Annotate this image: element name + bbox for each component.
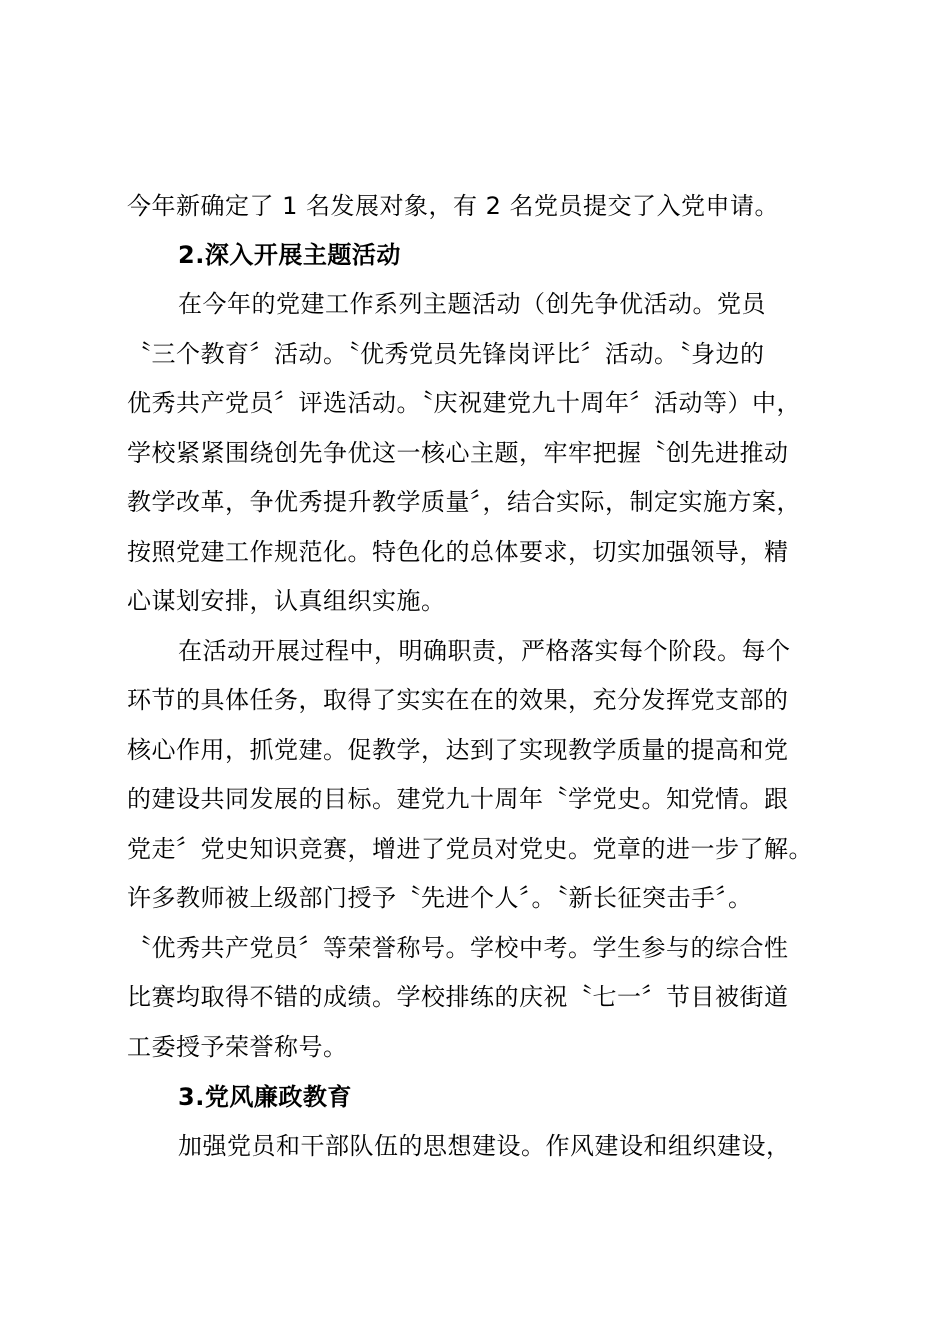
paragraph-line: 〝优秀共产党员〞等荣誉称号。学校中考。学生参与的综合性	[127, 934, 789, 962]
paragraph-line: 工委授予荣誉称号。	[127, 1033, 348, 1061]
paragraph-line: 核心作用，抓党建。促教学，达到了实现教学质量的提高和党	[127, 736, 789, 764]
paragraph-line: 在今年的党建工作系列主题活动（创先争优活动。党员	[178, 290, 766, 318]
paragraph-line: 学校紧紧围绕创先争优这一核心主题，牢牢把握〝创先进推动	[127, 439, 789, 467]
section-heading-3: 3.党风廉政教育	[178, 1083, 352, 1111]
paragraph-line: 环节的具体任务，取得了实实在在的效果，充分发挥党支部的	[127, 686, 789, 714]
paragraph-line: 许多教师被上级部门授予〝先进个人〞。〝新长征突击手〞。	[127, 884, 753, 912]
section-heading-2: 2.深入开展主题活动	[178, 241, 401, 269]
paragraph-line: 在活动开展过程中，明确职责，严格落实每个阶段。每个	[178, 637, 791, 665]
paragraph-line: 教学改革，争优秀提升教学质量〞，结合实际，制定实施方案，	[127, 488, 801, 516]
paragraph-line: 加强党员和干部队伍的思想建设。作风建设和组织建设，	[178, 1132, 791, 1160]
paragraph-line: 心谋划安排，认真组织实施。	[127, 587, 446, 615]
paragraph-line: 〝三个教育〞活动。〝优秀党员先锋岗评比〞活动。〝身边的	[127, 340, 765, 368]
paragraph-line: 按照党建工作规范化。特色化的总体要求，切实加强领导，精	[127, 538, 789, 566]
paragraph-line: 今年新确定了 1 名发展对象，有 2 名党员提交了入党申请。	[127, 192, 780, 220]
paragraph-line: 的建设共同发展的目标。建党九十周年〝学党史。知党情。跟	[127, 785, 789, 813]
paragraph-line: 比赛均取得不错的成绩。学校排练的庆祝〝七一〞节目被街道	[127, 983, 789, 1011]
paragraph-line: 党走〞党史知识竞赛，增进了党员对党史。党章的进一步了解。	[127, 835, 813, 863]
paragraph-line: 优秀共产党员〞评选活动。〝庆祝建党九十周年〞活动等）中，	[127, 389, 801, 417]
